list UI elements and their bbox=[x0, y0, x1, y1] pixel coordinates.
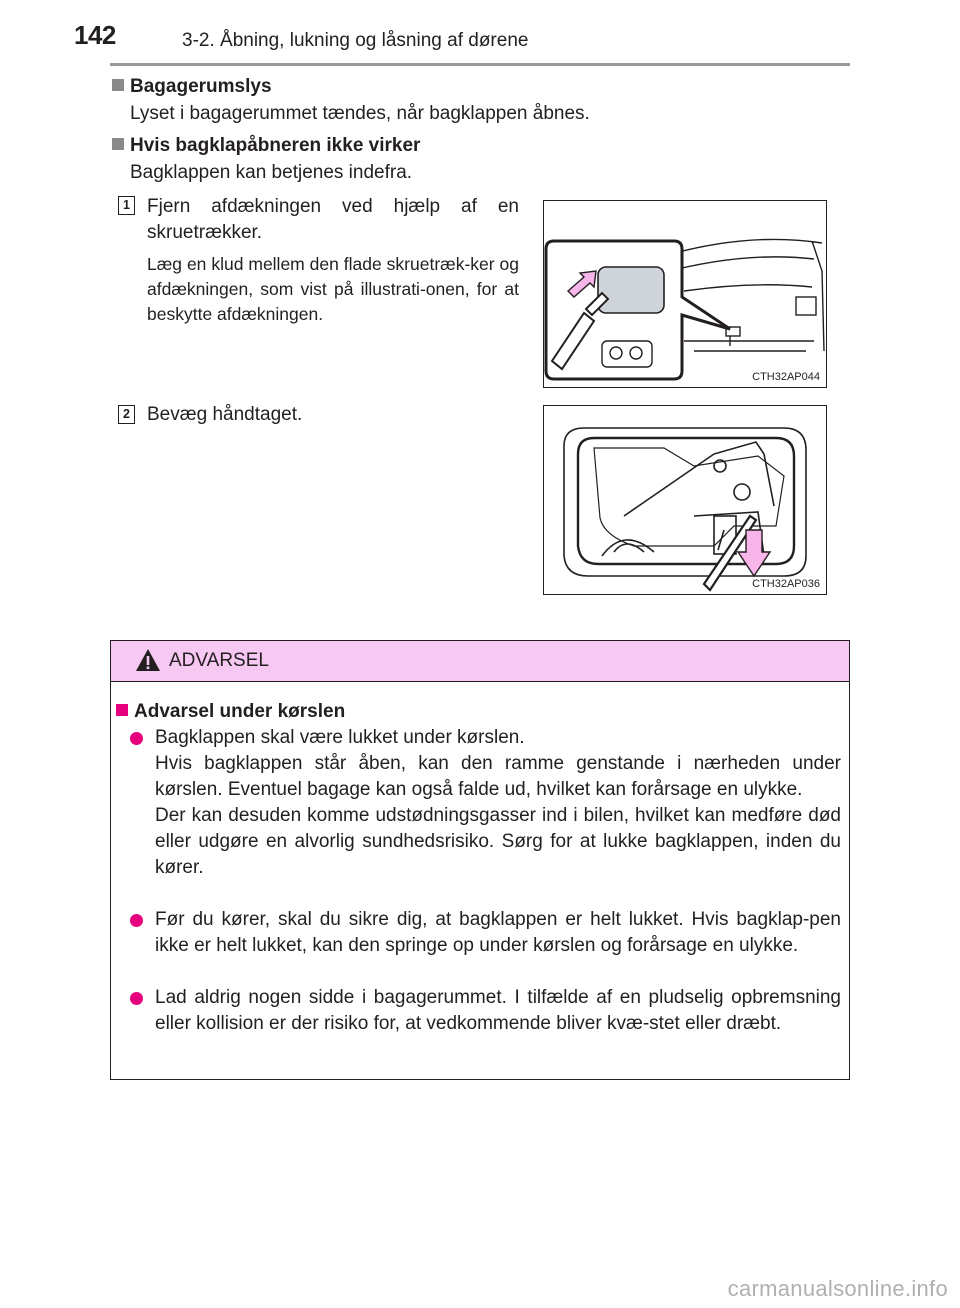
warning-bullet-1-para-2: Hvis bagklappen står åben, kan den ramme genstande i nærheden under kørslen. Eventuel bagage kan også falde ud, hvilket kan forårsage en ulykke. bbox=[155, 753, 841, 800]
section-text-opener-fails: Bagklappen kan betjenes indefra. bbox=[130, 162, 413, 183]
bullet-dot-icon bbox=[130, 732, 143, 745]
section-text-trunk-light: Lyset i bagagerummet tændes, når bagklappen åbnes. bbox=[130, 103, 590, 124]
warning-bullet-3: Lad aldrig nogen sidde i bagagerummet. I tilfælde af en pludselig opbremsning eller kollision er der risiko for, at vedkommende bliver kvæ-stet eller dræbt. bbox=[155, 987, 841, 1034]
square-bullet-icon bbox=[112, 138, 124, 150]
chapter-title: 3-2. Åbning, lukning og låsning af dørene bbox=[182, 30, 529, 51]
figure-remove-cover bbox=[543, 200, 827, 388]
square-bullet-icon bbox=[112, 79, 124, 91]
section-heading-opener-fails: Hvis bagklapåbneren ikke virker bbox=[112, 135, 420, 157]
warning-title: ADVARSEL bbox=[169, 650, 269, 671]
warning-bullet-1 bbox=[155, 725, 841, 881]
step-number-1: 1 bbox=[118, 196, 135, 215]
warning-box bbox=[110, 640, 850, 1080]
warning-triangle-icon bbox=[135, 647, 161, 673]
warning-header bbox=[111, 641, 849, 682]
bullet-dot-icon bbox=[130, 992, 143, 1005]
section-heading-trunk-light: Bagagerumslys bbox=[112, 76, 272, 98]
step-1-text: Fjern afdækningen ved hjælp af en skruetrækker. bbox=[147, 196, 519, 243]
page-number: 142 bbox=[74, 20, 116, 50]
warning-subtitle: Advarsel under kørslen bbox=[116, 701, 345, 723]
footer-watermark: carmanualsonline.info bbox=[727, 1276, 948, 1301]
warning-bullet-1-para-1: Bagklappen skal være lukket under kørslen. bbox=[155, 727, 525, 748]
warning-bullet-1-para-3: Der kan desuden komme udstødningsgasser ind i bilen, hvilket kan medføre død eller udgøre en alvorlig sundhedsrisiko. Sørg for at lukke bagklappen, inden du kører. bbox=[155, 805, 841, 878]
figure-code-1: CTH32AP044 bbox=[752, 371, 820, 383]
bullet-dot-icon bbox=[130, 914, 143, 927]
figure-code-2: CTH32AP036 bbox=[752, 578, 820, 590]
remove-cover-illustration bbox=[544, 201, 826, 387]
step-2-text: Bevæg håndtaget. bbox=[147, 404, 303, 425]
step-1-note: Læg en klud mellem den flade skruetræk-ker og afdækningen, som vist på illustrati-onen, for at beskytte afdækningen. bbox=[147, 254, 519, 324]
step-number-2: 2 bbox=[118, 405, 135, 424]
header-rule bbox=[110, 63, 850, 66]
warning-bullet-2: Før du kører, skal du sikre dig, at bagklappen er helt lukket. Hvis bagklap-pen ikke er helt lukket, kan den springe op under kørslen og forårsage en ulykke. bbox=[155, 909, 841, 956]
square-bullet-icon bbox=[116, 704, 128, 716]
figure-move-handle bbox=[543, 405, 827, 595]
move-handle-illustration bbox=[544, 406, 826, 594]
